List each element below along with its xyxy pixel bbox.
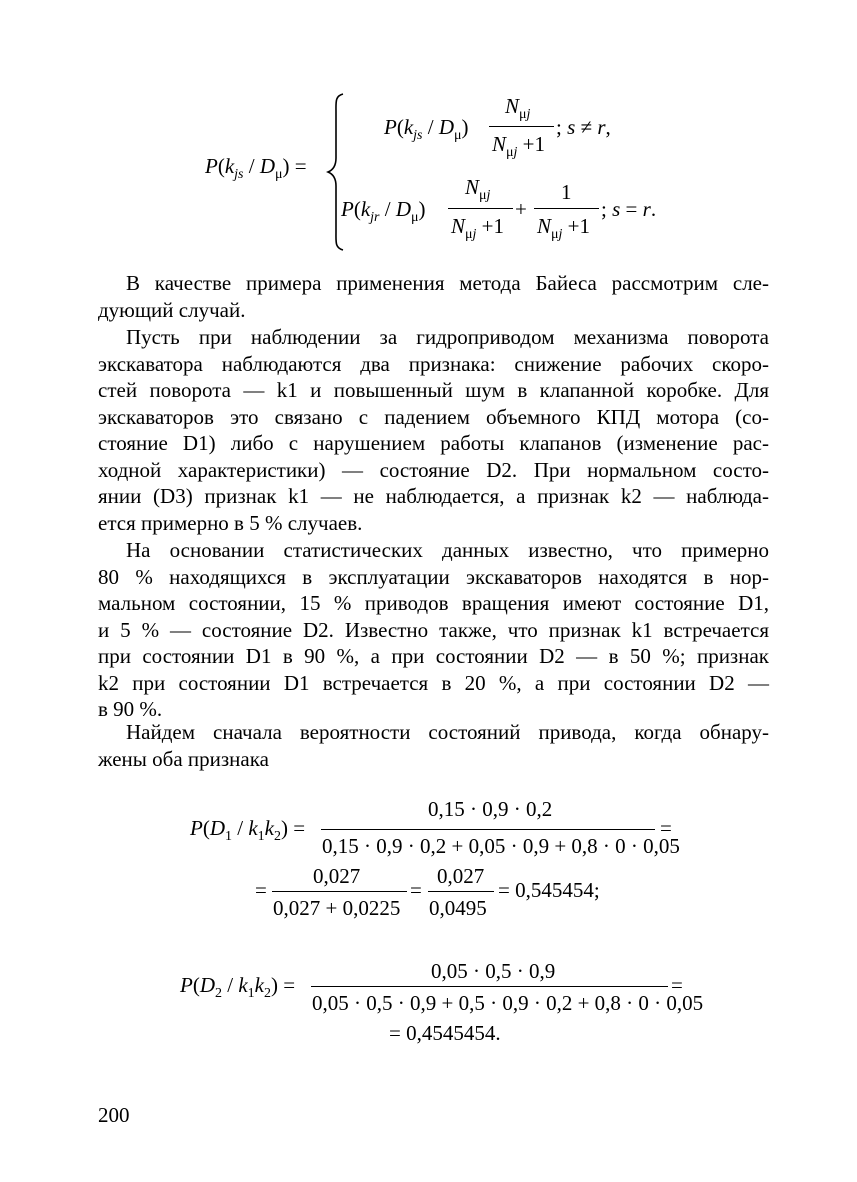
text-line: дующий случай. <box>98 297 246 322</box>
paragraph-4 <box>98 719 769 772</box>
formula-d1-frac2-den: 0,0495 <box>429 896 487 920</box>
text-line: янии (D3) признак k1 — не наблюдается, а признак k2 — наблюда- <box>98 484 769 508</box>
text-line: стояние D1) либо с нарушением работы клапанов (изменение рас- <box>98 431 769 455</box>
fraction-bar <box>321 829 655 830</box>
formula-d1-row2-eq: = <box>255 878 267 902</box>
formula-d1-result: = 0,545454; <box>498 878 600 902</box>
formula-d1-numerator: 0,15 · 0,9 · 0,2 <box>428 797 553 821</box>
formula-d1-eq-end: = <box>660 816 672 840</box>
formula-piecewise-lhs: $P(k_{js} / D_\mu)$ = <box>205 154 307 182</box>
text-line: в 90 %. <box>98 697 163 721</box>
formula-d1-eq-mid: = <box>410 878 422 902</box>
text-line: 80 % находящихся в эксплуатации экскаваторов находятся в нор- <box>98 564 769 589</box>
text-line: при состоянии D1 в 90 %, а при состоянии D2 — в 50 %; признак <box>98 644 769 668</box>
formula-d2-numerator: 0,05 · 0,5 · 0,9 <box>431 959 556 983</box>
text-line: ходной характеристики) — состояние D2. При нормальном состо- <box>98 457 769 482</box>
formula-d1-denominator: 0,15 · 0,9 · 0,2 + 0,05 · 0,9 + 0,8 · 0 · 0,05 <box>322 834 680 858</box>
text-line: ется примерно в 5 % случаев. <box>98 510 363 535</box>
text-line: экскаваторов это связано с падением объемного КПД мотора (со- <box>98 404 769 429</box>
formula-d1-frac1-den: 0,027 + 0,0225 <box>273 896 401 920</box>
text-line: k2 при состоянии D1 встречается в 20 %, а при состоянии D2 — <box>98 670 769 695</box>
paragraph-1 <box>98 270 769 323</box>
fraction-bar <box>311 986 668 987</box>
formula-d1-frac2-num: 0,027 <box>437 864 485 888</box>
formula-d1-lhs: $P(D_1 / k_1k_2)$ = <box>190 816 306 844</box>
text-line: Пусть при наблюдении за гидроприводом механизма поворота <box>126 325 769 349</box>
formula-d2-result: = 0,4545454. <box>389 1021 501 1045</box>
paragraph-2 <box>98 324 769 536</box>
formula-d1-frac1-num: 0,027 <box>313 864 361 888</box>
left-brace <box>326 92 348 252</box>
text-line: Найдем сначала вероятности состояний привода, когда обнару- <box>126 720 769 744</box>
paragraph-3 <box>98 537 769 723</box>
text-line: стей поворота — k1 и повышенный шум в клапанной коробке. Для <box>98 378 769 402</box>
text-line: и 5 % — состояние D2. Известно также, что признак k1 встречается <box>98 617 769 642</box>
formula-d2-eq-end: = <box>671 973 683 997</box>
page-number: 200 <box>98 1103 130 1127</box>
fraction-bar <box>428 891 494 892</box>
text-line: мальном состоянии, 15 % приводов вращения имеют состояние D1, <box>98 591 769 615</box>
text-line: жены оба признака <box>98 746 269 771</box>
formula-d2-lhs: $P(D_2 / k_1k_2)$ = <box>180 973 296 1001</box>
text-line: На основании статистических данных известно, что примерно <box>126 538 769 562</box>
formula-d2-denominator: 0,05 · 0,5 · 0,9 + 0,5 · 0,9 · 0,2 + 0,8 · 0 · 0,05 <box>312 991 704 1015</box>
fraction-bar <box>272 891 407 892</box>
text-line: В качестве примера применения метода Байеса рассмотрим сле- <box>126 271 769 295</box>
text-line: экскаватора наблюдаются два признака: снижение рабочих скоро- <box>98 351 769 376</box>
